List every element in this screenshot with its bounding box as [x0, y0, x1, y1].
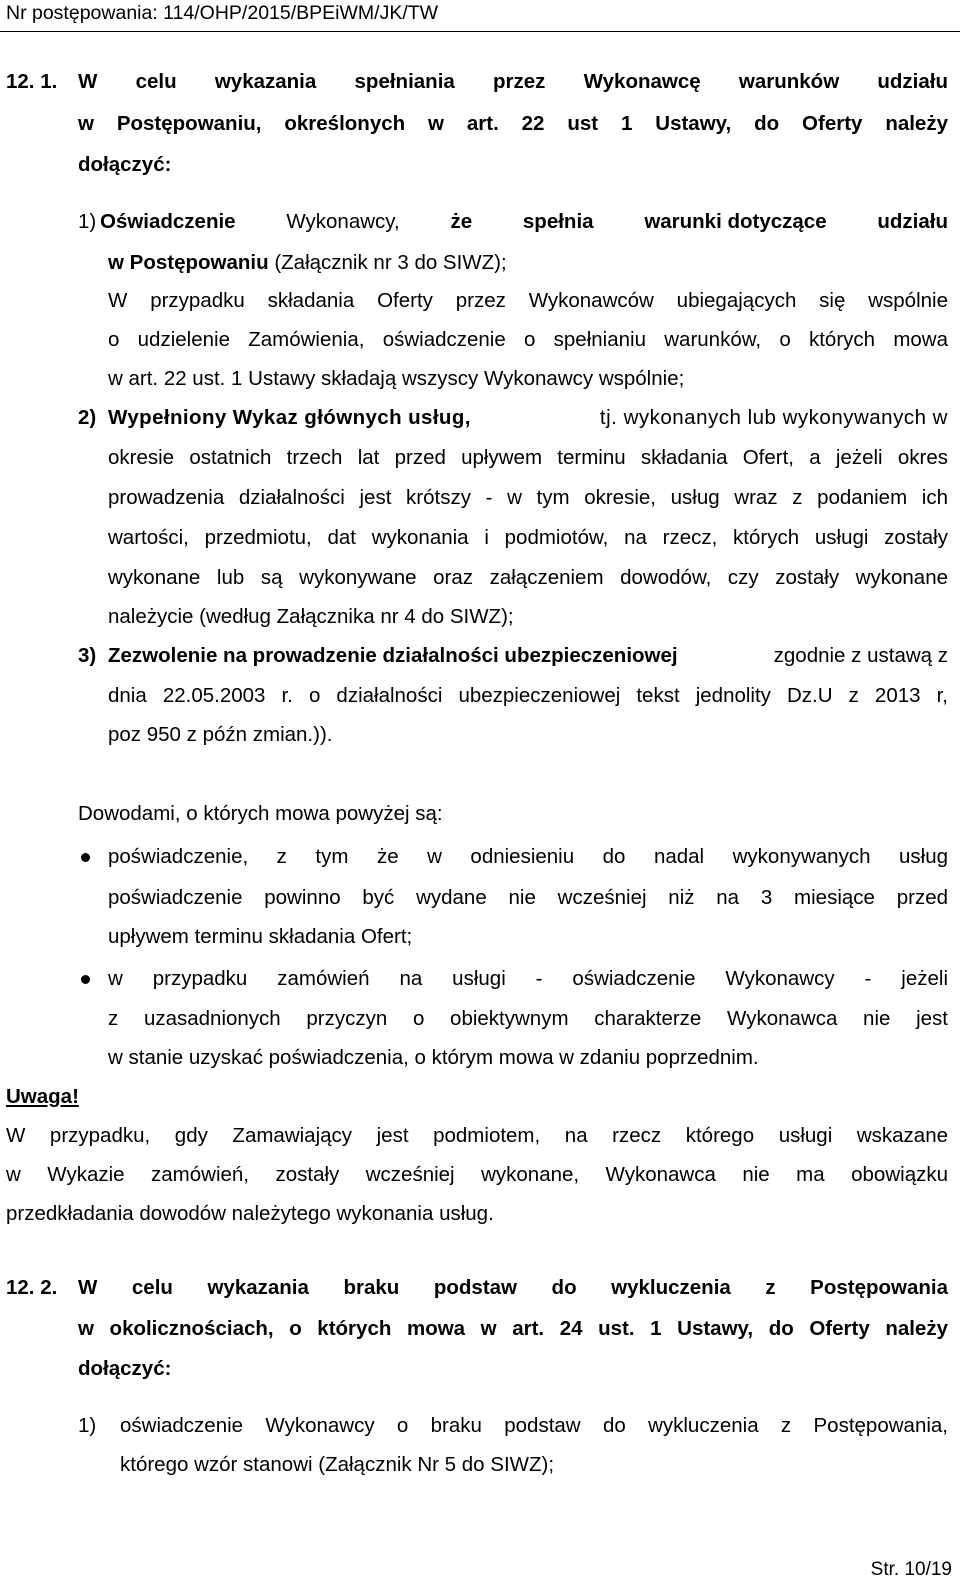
item-2-line1-text: tj. wykonanych lub wykonywanych w [599, 406, 948, 429]
evidence-2-line2: z uzasadnionych przyczyn o obiektywnym charakterze Wykonawca nie jest [108, 1007, 948, 1030]
item-3-term: Zezwolenie na prowadzenie działalności ubezpieczeniowej [108, 644, 678, 667]
item-1-line2-text: (Załącznik nr 3 do SIWZ); [274, 251, 507, 274]
item-1-line3: W przypadku składania Oferty przez Wykonawców ubiegających się wspólnie [108, 289, 948, 312]
bullet-dot [81, 975, 90, 984]
item-3-line3: poz 950 z późn zmian.)). [108, 723, 333, 746]
note-line1: W przypadku, gdy Zamawiający jest podmiotem, na rzecz którego usługi wskazane [6, 1124, 948, 1147]
evidence-intro: Dowodami, o których mowa powyżej są: [78, 802, 443, 825]
evidence-1-line3: upływem terminu składania Ofert; [108, 925, 413, 948]
evidence-2-line1: w przypadku zamówień na usługi - oświadczenie Wykonawcy - jeżeli [108, 967, 948, 990]
item-3-line2: dnia 22.05.2003 r. o działalności ubezpieczeniowej tekst jednolity Dz.U z 2013 r, [108, 684, 948, 707]
item-1-line5: w art. 22 ust. 1 Ustawy składają wszyscy Wykonawcy wspólnie; [108, 367, 685, 390]
item-1-line2-bold: w Postępowaniu [108, 251, 269, 274]
item-1-text-d: udziału [877, 210, 948, 233]
header-divider [0, 31, 960, 32]
item-1-line2 [108, 251, 507, 275]
item-3-line1 [108, 644, 948, 668]
item-3-line1-text: zgodnie z ustawą z [773, 644, 948, 667]
evidence-1-line2: poświadczenie powinno być wydane nie wcześniej niż na 3 miesiące przed [108, 886, 948, 909]
note-line3: przedkładania dowodów należytego wykonania usług. [6, 1202, 494, 1225]
note-line2: w Wykazie zamówień, zostały wcześniej wykonane, Wykonawca nie ma obowiązku [6, 1163, 948, 1186]
item-1-text-b: spełnia [522, 210, 594, 233]
item-1-line4: o udzielenie Zamówienia, oświadczenie o spełnianiu warunków, o których mowa [108, 328, 948, 351]
item-2-line4: wartości, przedmiotu, dat wykonania i podmiotów, na rzecz, których usługi zostały [108, 526, 948, 549]
s122-item-1-number: 1) [78, 1414, 97, 1437]
evidence-1-line1: poświadczenie, z tym że w odniesieniu do nadal wykonywanych usług [108, 845, 948, 868]
section-12-2-heading-line1: W celu wykazania braku podstaw do wykluczenia z Postępowania [78, 1276, 948, 1299]
item-2-line1 [108, 406, 948, 430]
item-3-number: 3) [78, 644, 97, 667]
item-1-text-c: warunki dotyczące [644, 210, 827, 233]
item-2-number: 2) [78, 406, 97, 429]
item-2-line3: prowadzenia działalności jest krótszy - w tym okresie, usług wraz z podaniem ich [108, 486, 948, 509]
bullet-dot [81, 853, 90, 862]
item-2-line2: okresie ostatnich trzech lat przed upływem terminu składania Ofert, a jeżeli okres [108, 446, 948, 469]
item-1-term: Oświadczenie [100, 210, 236, 233]
item-1-emph: że [450, 210, 473, 233]
page-number: Str. 10/19 [870, 1559, 952, 1580]
section-12-1-heading-line1: W celu wykazania spełniania przez Wykonawcę warunków udziału [78, 70, 948, 93]
section-12-1-heading-line2: w Postępowaniu, określonych w art. 22 ust 1 Ustawy, do Oferty należy [78, 112, 948, 135]
section-12-1-number: 12. 1. [6, 70, 58, 93]
item-1-text-a: Wykonawcy, [286, 210, 400, 233]
item-2-line6: należycie (według Załącznika nr 4 do SIWZ); [108, 605, 514, 628]
section-12-1-heading-line3: dołączyć: [78, 153, 172, 176]
s122-item-1-line1: oświadczenie Wykonawcy o braku podstaw do wykluczenia z Postępowania, [120, 1414, 948, 1437]
item-1-number: 1) [78, 210, 97, 233]
section-12-2-number: 12. 2. [6, 1276, 58, 1299]
note-title: Uwaga! [6, 1085, 79, 1108]
s122-item-1-line2: którego wzór stanowi (Załącznik Nr 5 do SIWZ); [120, 1453, 555, 1476]
item-2-line5: wykonane lub są wykonywane oraz załączeniem dowodów, czy zostały wykonane [108, 566, 948, 589]
page-header: Nr postępowania: 114/OHP/2015/BPEiWM/JK/TW [6, 2, 439, 24]
evidence-2-line3: w stanie uzyskać poświadczenia, o którym mowa w zdaniu poprzednim. [108, 1046, 759, 1069]
section-12-2-heading-line2: w okolicznościach, o których mowa w art. 24 ust. 1 Ustawy, do Oferty należy [78, 1317, 948, 1340]
item-2-term: Wypełniony Wykaz głównych usług, [108, 406, 471, 429]
item-1-line1 [100, 210, 948, 234]
section-12-2-heading-line3: dołączyć: [78, 1357, 172, 1380]
